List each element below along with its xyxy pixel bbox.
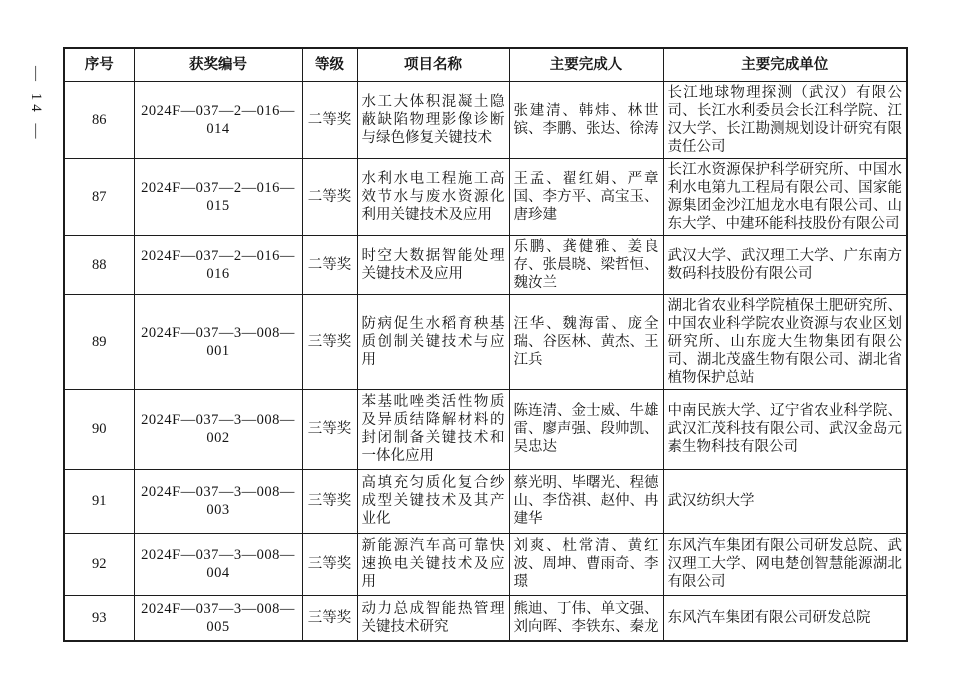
cell-main-units: 武汉大学、武汉理工大学、广东南方数码科技股份有限公司 xyxy=(663,235,907,294)
cell-award-code: 2024F—037—3—008—005 xyxy=(134,595,302,641)
cell-serial: 88 xyxy=(64,235,134,294)
header-main-contributors: 主要完成人 xyxy=(509,48,663,81)
cell-project-name: 时空大数据智能处理关键技术及应用 xyxy=(357,235,509,294)
cell-project-name: 高填充匀质化复合纱成型关键技术及其产业化 xyxy=(357,469,509,533)
cell-main-units: 长江地球物理探测（武汉）有限公司、长江水利委员会长江科学院、江汉大学、长江勘测规划设计研究有限责任公司 xyxy=(663,81,907,158)
table-row xyxy=(64,533,907,595)
table-row xyxy=(64,469,907,533)
cell-project-name: 防病促生水稻育秧基质创制关键技术与应用 xyxy=(357,294,509,389)
cell-main-contributors: 陈连清、金士威、牛雄雷、廖声强、段帅凯、吴忠达 xyxy=(509,389,663,469)
cell-main-contributors: 蔡光明、毕曙光、程德山、李岱祺、赵仲、冉建华 xyxy=(509,469,663,533)
cell-main-units: 东风汽车集团有限公司研发总院 xyxy=(663,595,907,641)
cell-project-name: 水工大体积混凝土隐蔽缺陷物理影像诊断与绿色修复关键技术 xyxy=(357,81,509,158)
cell-award-code: 2024F—037—2—016—014 xyxy=(134,81,302,158)
cell-main-contributors: 张建清、韩炜、林世镔、李鹏、张达、徐涛 xyxy=(509,81,663,158)
cell-grade: 二等奖 xyxy=(302,81,357,158)
awards-table xyxy=(63,47,908,642)
cell-award-code: 2024F—037—2—016—016 xyxy=(134,235,302,294)
cell-main-units: 长江水资源保护科学研究所、中国水利水电第九工程局有限公司、国家能源集团金沙江旭龙水电有限公司、山东大学、中建环能科技股份有限公司 xyxy=(663,158,907,235)
cell-serial: 90 xyxy=(64,389,134,469)
cell-grade: 二等奖 xyxy=(302,158,357,235)
cell-award-code: 2024F—037—3—008—002 xyxy=(134,389,302,469)
cell-grade: 三等奖 xyxy=(302,389,357,469)
cell-serial: 87 xyxy=(64,158,134,235)
table-row xyxy=(64,158,907,235)
cell-main-units: 东风汽车集团有限公司研发总院、武汉理工大学、网电楚创智慧能源湖北有限公司 xyxy=(663,533,907,595)
cell-project-name: 新能源汽车高可靠快速换电关键技术及应用 xyxy=(357,533,509,595)
table-row xyxy=(64,81,907,158)
cell-serial: 86 xyxy=(64,81,134,158)
table-row xyxy=(64,235,907,294)
cell-main-contributors: 熊迪、丁伟、单文强、刘向晖、李铁东、秦龙 xyxy=(509,595,663,641)
cell-serial: 93 xyxy=(64,595,134,641)
header-grade: 等级 xyxy=(302,48,357,81)
cell-grade: 三等奖 xyxy=(302,469,357,533)
cell-award-code: 2024F—037—3—008—004 xyxy=(134,533,302,595)
header-project-name: 项目名称 xyxy=(357,48,509,81)
cell-main-contributors: 王孟、翟红娟、严章国、李方平、高宝玉、唐珍建 xyxy=(509,158,663,235)
cell-project-name: 苯基吡唑类活性物质及异质结降解材料的封闭制备关键技术和一体化应用 xyxy=(357,389,509,469)
cell-main-contributors: 乐鹏、龚健雅、姜良存、张晨晓、梁哲恒、魏汝兰 xyxy=(509,235,663,294)
cell-grade: 三等奖 xyxy=(302,294,357,389)
cell-award-code: 2024F—037—3—008—003 xyxy=(134,469,302,533)
cell-main-contributors: 刘爽、杜常清、黄红波、周坤、曹雨奇、李璟 xyxy=(509,533,663,595)
page-number-vertical: — 14 — xyxy=(28,66,44,143)
cell-main-units: 中南民族大学、辽宁省农业科学院、武汉汇茂科技有限公司、武汉金岛元素生物科技有限公司 xyxy=(663,389,907,469)
header-serial: 序号 xyxy=(64,48,134,81)
table-row xyxy=(64,595,907,641)
cell-project-name: 动力总成智能热管理关键技术研究 xyxy=(357,595,509,641)
cell-grade: 二等奖 xyxy=(302,235,357,294)
table-row xyxy=(64,294,907,389)
cell-serial: 91 xyxy=(64,469,134,533)
cell-main-contributors: 汪华、魏海雷、庞全瑞、谷医林、黄杰、王江兵 xyxy=(509,294,663,389)
cell-grade: 三等奖 xyxy=(302,533,357,595)
cell-award-code: 2024F—037—3—008—001 xyxy=(134,294,302,389)
cell-main-units: 湖北省农业科学院植保土肥研究所、中国农业科学院农业资源与农业区划研究所、山东庞大生物集团有限公司、湖北茂盛生物有限公司、湖北省植物保护总站 xyxy=(663,294,907,389)
table-row xyxy=(64,389,907,469)
cell-award-code: 2024F—037—2—016—015 xyxy=(134,158,302,235)
cell-project-name: 水利水电工程施工高效节水与废水资源化利用关键技术及应用 xyxy=(357,158,509,235)
cell-main-units: 武汉纺织大学 xyxy=(663,469,907,533)
cell-grade: 三等奖 xyxy=(302,595,357,641)
header-award-code: 获奖编号 xyxy=(134,48,302,81)
table-header-row xyxy=(64,48,907,81)
header-main-units: 主要完成单位 xyxy=(663,48,907,81)
cell-serial: 92 xyxy=(64,533,134,595)
cell-serial: 89 xyxy=(64,294,134,389)
